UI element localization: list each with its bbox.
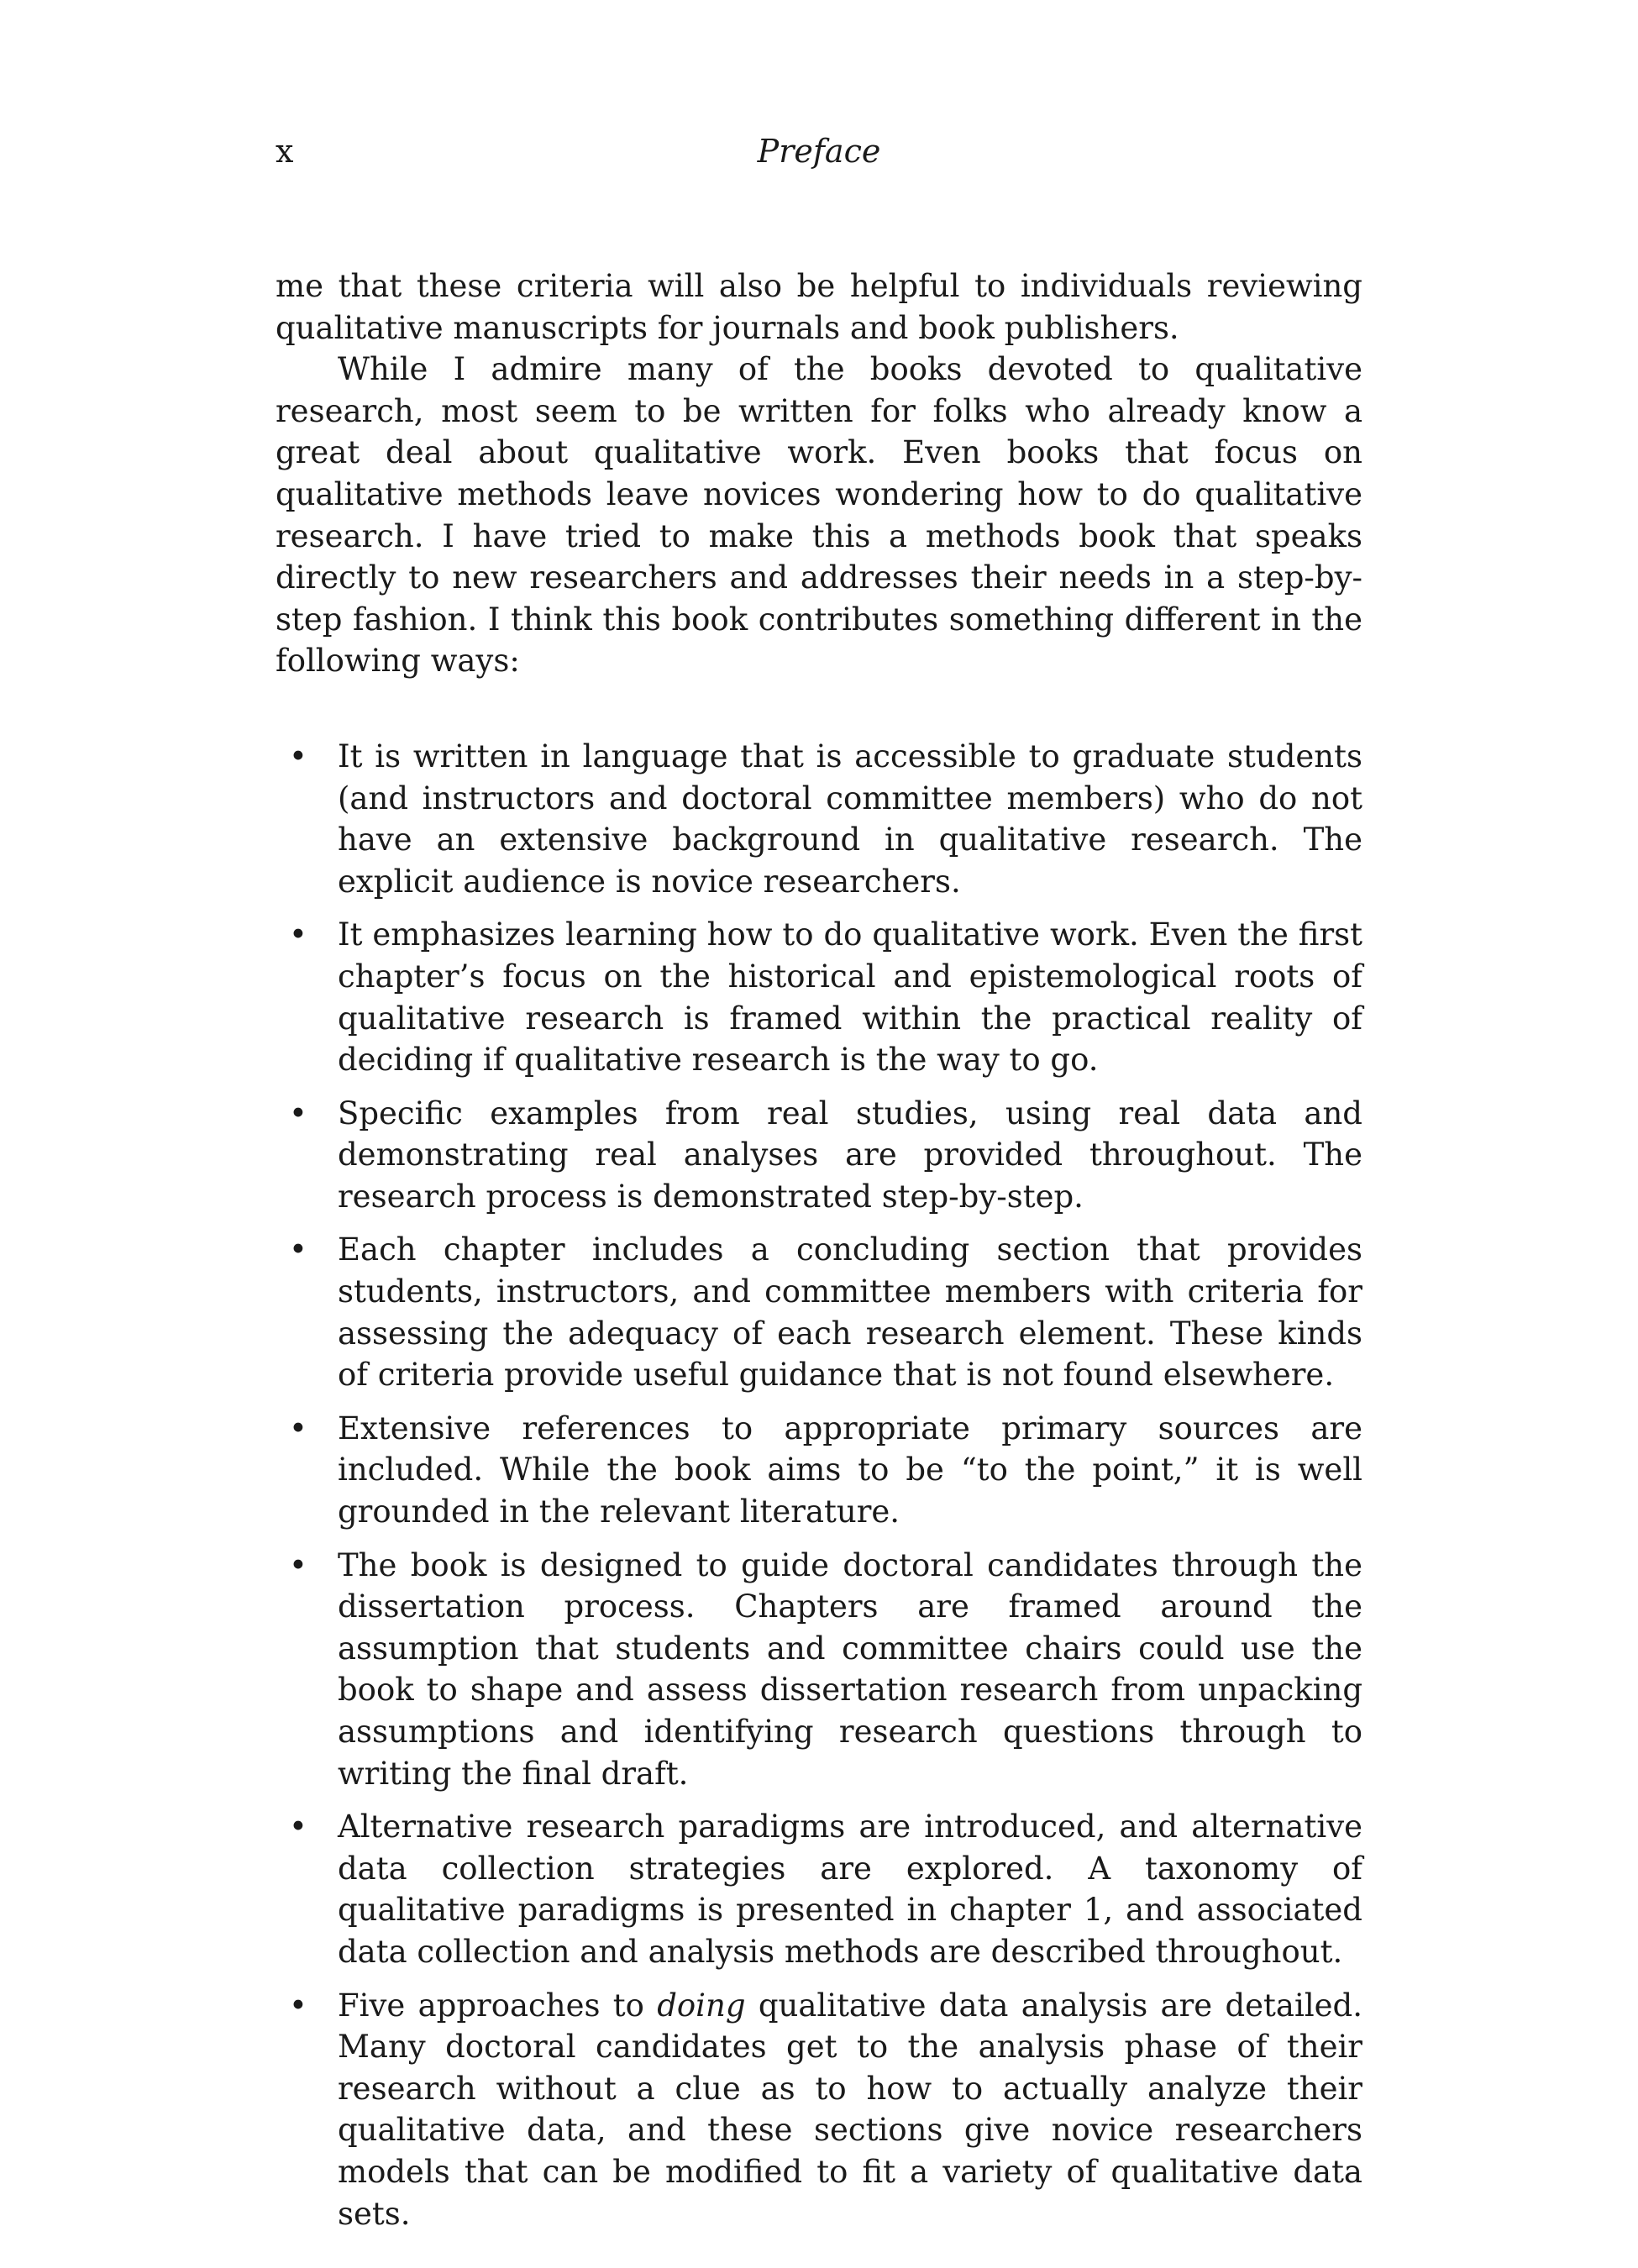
list-item-text: It is written in language that is accessible to graduate students (and instructors and doctoral committee members) who do not have an extensive background in qualitative research. The explicit audience is novice researchers. [338,738,1362,900]
list-item [276,1545,1362,1795]
bullet-icon: • [289,1410,307,1446]
bullet-icon: • [289,916,307,953]
list-item-text: It emphasizes learning how to do qualitative work. Even the first chapter’s focus on the historical and epistemological roots of qualitative research is framed within the practical reality of deciding if qualitative research is the way to go. [338,916,1362,1079]
bullet-icon: • [289,1809,307,1845]
running-head [276,126,1362,185]
text-run: Five approaches to [338,1987,658,2024]
list-item-text: Extensive references to appropriate primary sources are included. While the book aims to be “to the point,” it is well grounded in the relevant literature. [338,1410,1362,1530]
list-item [276,914,1362,1080]
bullet-icon: • [289,738,307,774]
list-item [276,1093,1362,1218]
list-item-text: Specific examples from real studies, using real data and demonstrating real analyses are provided throughout. The research process is demonstrated step-by-step. [338,1095,1362,1215]
page-number: x [276,133,294,170]
bullet-icon: • [289,1987,307,2024]
emphasis-text: doing [657,1987,746,2024]
list-item-text: Alternative research paradigms are introduced, and alternative data collection strategies are explored. A taxonomy of qualitative paradigms is presented in chapter 1, and associated data collection and analysis methods are described throughout. [338,1809,1362,1970]
body-text [276,265,1362,2234]
list-item [276,736,1362,902]
bullet-icon: • [289,1546,307,1583]
list-item-text: Each chapter includes a concluding section that provides students, instructors, and committee members with criteria for assessing the adequacy of each research element. These kinds of criteria provide useful guidance that is not found elsewhere. [338,1231,1362,1394]
text-run: qualitative data analysis are detailed. Many doctoral candidates get to the analysis phase of their research without a clue as to how to actually analyze their qualitative data, and these sections give novice researchers models that can be modified to fit a variety of qualitative data sets. [338,1987,1362,2232]
list-item-text: The book is designed to guide doctoral candidates through the dissertation process. Chapters are framed around the assumption that students and committee chairs could use the book to shape and assess dissertation research from unpacking assumptions and identifying research questions through to writing the final draft. [338,1546,1362,1792]
running-title: Preface [757,133,881,170]
list-item-text [338,1987,1362,2232]
paragraph-continued: me that these criteria will also be helpful to individuals reviewing qualitative manuscripts for journals and book publishers. [276,268,1362,346]
book-page [276,126,1362,2246]
bullet-list [276,736,1362,2234]
bullet-icon: • [289,1095,307,1131]
list-item [276,1985,1362,2235]
list-item [276,1408,1362,1533]
bullet-icon: • [289,1231,307,1268]
paragraph-intro: While I admire many of the books devoted to qualitative research, most seem to be written for folks who already know a great deal about qualitative work. Even books that focus on qualitative methods leave novices wondering how to do qualitative research. I have tried to make this a methods book that speaks directly to new researchers and addresses their needs in a step-by-step fashion. I think this book contributes something different in the following ways: [276,351,1362,680]
list-item [276,1806,1362,1972]
list-item [276,1229,1362,1395]
